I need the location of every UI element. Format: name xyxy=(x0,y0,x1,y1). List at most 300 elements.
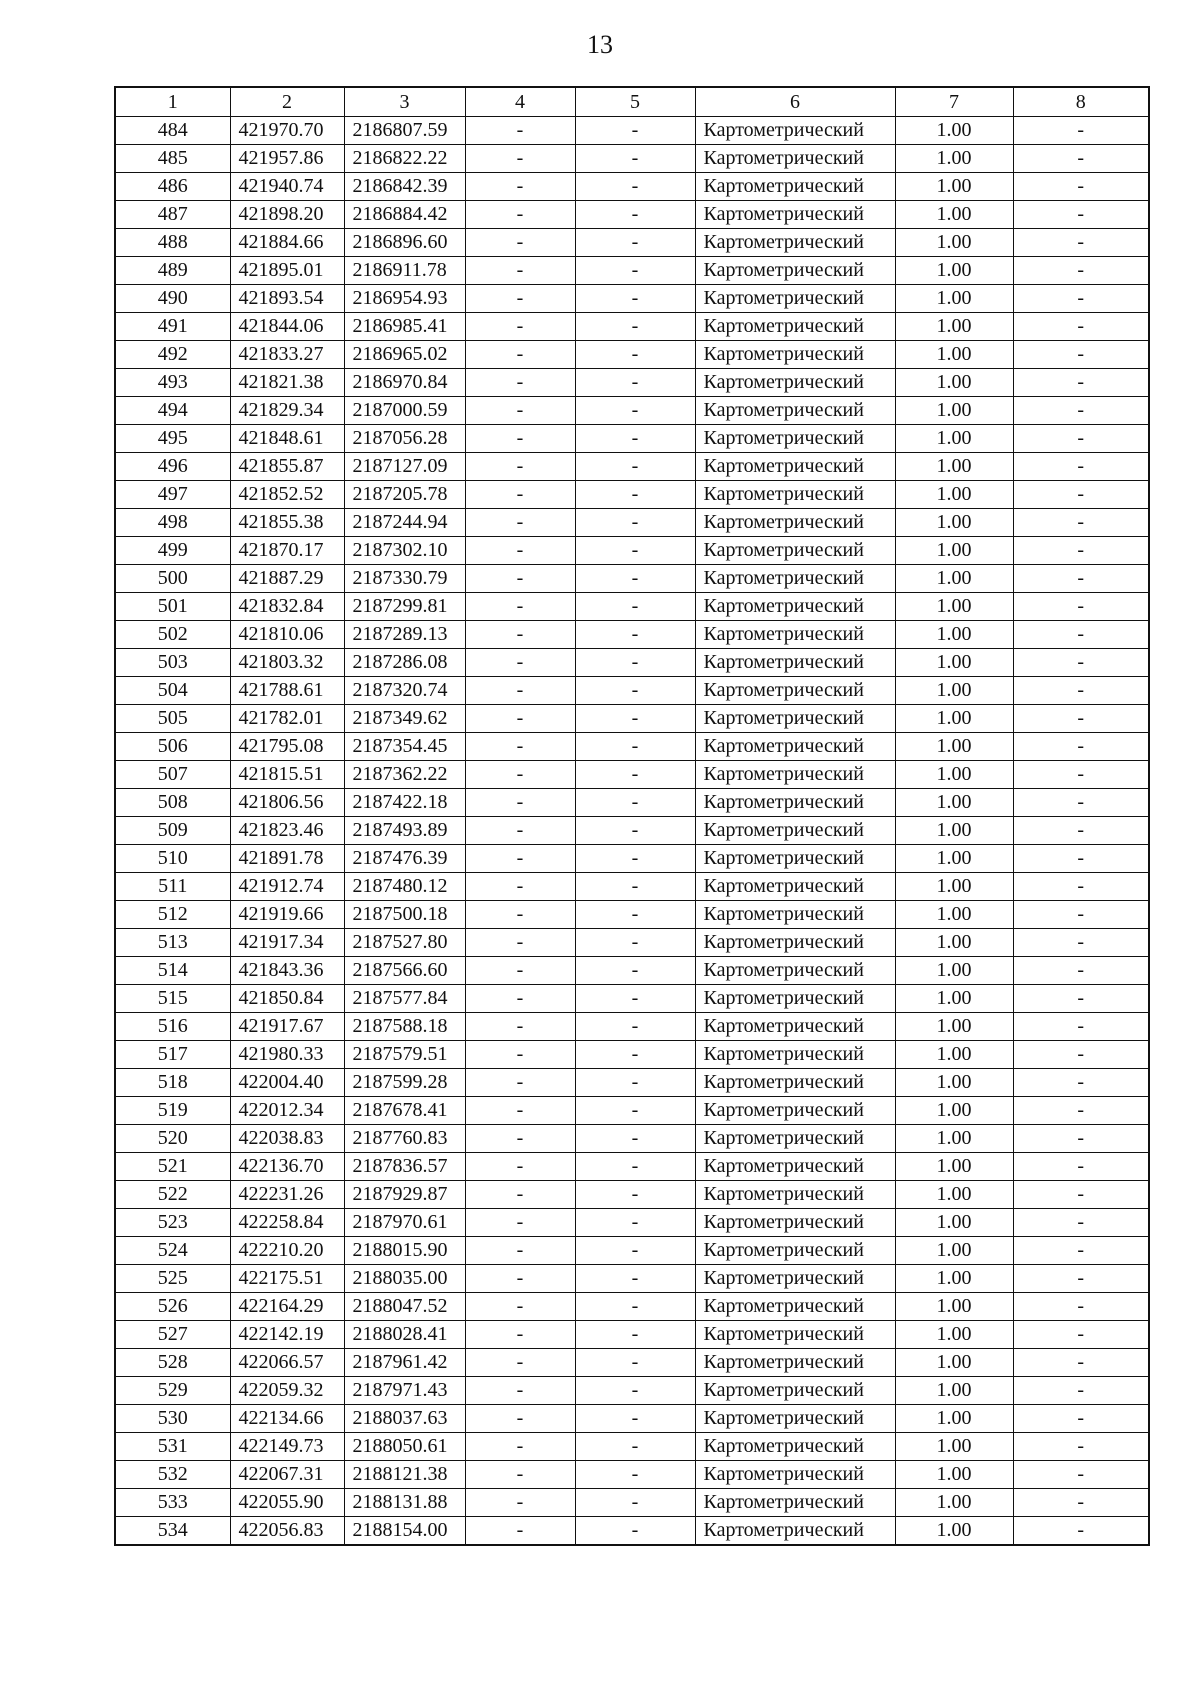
cell-y-coordinate: 2186884.42 xyxy=(344,201,465,229)
cell-accuracy: 1.00 xyxy=(895,1181,1013,1209)
cell-y-coordinate: 2187127.09 xyxy=(344,453,465,481)
cell-method: Картометрический xyxy=(695,1433,895,1461)
cell-col-5: - xyxy=(575,341,695,369)
cell-col-8: - xyxy=(1013,817,1149,845)
cell-col-8: - xyxy=(1013,313,1149,341)
cell-col-4: - xyxy=(465,145,575,173)
header-cell-7: 7 xyxy=(895,87,1013,117)
cell-accuracy: 1.00 xyxy=(895,1349,1013,1377)
cell-col-4: - xyxy=(465,1013,575,1041)
table-row xyxy=(115,1153,1149,1181)
cell-method: Картометрический xyxy=(695,257,895,285)
cell-point-number: 503 xyxy=(115,649,230,677)
cell-x-coordinate: 421810.06 xyxy=(230,621,344,649)
cell-col-8: - xyxy=(1013,509,1149,537)
cell-method: Картометрический xyxy=(695,621,895,649)
cell-col-5: - xyxy=(575,1461,695,1489)
table-row xyxy=(115,1041,1149,1069)
cell-x-coordinate: 421821.38 xyxy=(230,369,344,397)
table-row xyxy=(115,929,1149,957)
cell-x-coordinate: 421855.38 xyxy=(230,509,344,537)
cell-point-number: 499 xyxy=(115,537,230,565)
table-row xyxy=(115,229,1149,257)
cell-accuracy: 1.00 xyxy=(895,201,1013,229)
cell-point-number: 515 xyxy=(115,985,230,1013)
cell-point-number: 517 xyxy=(115,1041,230,1069)
cell-y-coordinate: 2187500.18 xyxy=(344,901,465,929)
cell-accuracy: 1.00 xyxy=(895,677,1013,705)
cell-col-5: - xyxy=(575,733,695,761)
cell-col-5: - xyxy=(575,1153,695,1181)
cell-col-5: - xyxy=(575,173,695,201)
cell-x-coordinate: 421832.84 xyxy=(230,593,344,621)
cell-col-5: - xyxy=(575,845,695,873)
cell-col-4: - xyxy=(465,509,575,537)
table-row xyxy=(115,901,1149,929)
table-row xyxy=(115,1209,1149,1237)
cell-y-coordinate: 2187286.08 xyxy=(344,649,465,677)
cell-accuracy: 1.00 xyxy=(895,285,1013,313)
cell-col-8: - xyxy=(1013,705,1149,733)
cell-col-8: - xyxy=(1013,1209,1149,1237)
cell-col-8: - xyxy=(1013,1321,1149,1349)
cell-accuracy: 1.00 xyxy=(895,117,1013,145)
cell-x-coordinate: 421870.17 xyxy=(230,537,344,565)
cell-point-number: 497 xyxy=(115,481,230,509)
cell-col-4: - xyxy=(465,621,575,649)
cell-y-coordinate: 2187056.28 xyxy=(344,425,465,453)
cell-col-4: - xyxy=(465,341,575,369)
cell-method: Картометрический xyxy=(695,481,895,509)
cell-y-coordinate: 2187599.28 xyxy=(344,1069,465,1097)
cell-col-5: - xyxy=(575,1097,695,1125)
cell-y-coordinate: 2187299.81 xyxy=(344,593,465,621)
cell-x-coordinate: 421898.20 xyxy=(230,201,344,229)
cell-col-5: - xyxy=(575,397,695,425)
cell-accuracy: 1.00 xyxy=(895,957,1013,985)
cell-accuracy: 1.00 xyxy=(895,761,1013,789)
table-row xyxy=(115,369,1149,397)
cell-y-coordinate: 2187476.39 xyxy=(344,845,465,873)
cell-col-8: - xyxy=(1013,901,1149,929)
cell-col-8: - xyxy=(1013,453,1149,481)
cell-y-coordinate: 2187929.87 xyxy=(344,1181,465,1209)
cell-col-8: - xyxy=(1013,1461,1149,1489)
cell-point-number: 533 xyxy=(115,1489,230,1517)
cell-col-5: - xyxy=(575,453,695,481)
cell-col-5: - xyxy=(575,1517,695,1546)
cell-col-5: - xyxy=(575,901,695,929)
cell-y-coordinate: 2188050.61 xyxy=(344,1433,465,1461)
cell-x-coordinate: 422067.31 xyxy=(230,1461,344,1489)
cell-accuracy: 1.00 xyxy=(895,901,1013,929)
table-row xyxy=(115,733,1149,761)
table-row xyxy=(115,1237,1149,1265)
cell-col-4: - xyxy=(465,285,575,313)
cell-accuracy: 1.00 xyxy=(895,621,1013,649)
cell-accuracy: 1.00 xyxy=(895,313,1013,341)
cell-x-coordinate: 421806.56 xyxy=(230,789,344,817)
cell-point-number: 500 xyxy=(115,565,230,593)
cell-point-number: 525 xyxy=(115,1265,230,1293)
cell-point-number: 511 xyxy=(115,873,230,901)
cell-col-4: - xyxy=(465,1265,575,1293)
cell-x-coordinate: 422210.20 xyxy=(230,1237,344,1265)
cell-col-5: - xyxy=(575,817,695,845)
table-row xyxy=(115,453,1149,481)
cell-col-5: - xyxy=(575,593,695,621)
cell-col-8: - xyxy=(1013,425,1149,453)
cell-x-coordinate: 421887.29 xyxy=(230,565,344,593)
cell-method: Картометрический xyxy=(695,873,895,901)
cell-col-8: - xyxy=(1013,1405,1149,1433)
cell-point-number: 534 xyxy=(115,1517,230,1546)
cell-method: Картометрический xyxy=(695,957,895,985)
table-row xyxy=(115,1069,1149,1097)
cell-x-coordinate: 421823.46 xyxy=(230,817,344,845)
cell-accuracy: 1.00 xyxy=(895,1153,1013,1181)
cell-col-8: - xyxy=(1013,929,1149,957)
cell-col-8: - xyxy=(1013,1013,1149,1041)
cell-col-4: - xyxy=(465,873,575,901)
cell-col-4: - xyxy=(465,1461,575,1489)
cell-y-coordinate: 2187000.59 xyxy=(344,397,465,425)
cell-accuracy: 1.00 xyxy=(895,173,1013,201)
cell-method: Картометрический xyxy=(695,1405,895,1433)
page-number: 13 xyxy=(587,30,613,59)
cell-col-5: - xyxy=(575,201,695,229)
cell-method: Картометрический xyxy=(695,1377,895,1405)
cell-x-coordinate: 422164.29 xyxy=(230,1293,344,1321)
cell-accuracy: 1.00 xyxy=(895,1097,1013,1125)
cell-col-8: - xyxy=(1013,1125,1149,1153)
cell-col-5: - xyxy=(575,1265,695,1293)
cell-method: Картометрический xyxy=(695,1321,895,1349)
cell-col-4: - xyxy=(465,1181,575,1209)
cell-y-coordinate: 2188121.38 xyxy=(344,1461,465,1489)
cell-point-number: 530 xyxy=(115,1405,230,1433)
cell-col-4: - xyxy=(465,845,575,873)
cell-x-coordinate: 422231.26 xyxy=(230,1181,344,1209)
cell-accuracy: 1.00 xyxy=(895,929,1013,957)
cell-col-5: - xyxy=(575,1293,695,1321)
cell-method: Картометрический xyxy=(695,1125,895,1153)
table-row xyxy=(115,1489,1149,1517)
table-row xyxy=(115,1461,1149,1489)
cell-col-5: - xyxy=(575,1209,695,1237)
cell-x-coordinate: 421891.78 xyxy=(230,845,344,873)
cell-col-8: - xyxy=(1013,397,1149,425)
cell-x-coordinate: 421970.70 xyxy=(230,117,344,145)
cell-col-4: - xyxy=(465,1153,575,1181)
cell-col-8: - xyxy=(1013,1153,1149,1181)
cell-col-4: - xyxy=(465,1041,575,1069)
cell-x-coordinate: 422059.32 xyxy=(230,1377,344,1405)
cell-y-coordinate: 2188037.63 xyxy=(344,1405,465,1433)
cell-col-8: - xyxy=(1013,369,1149,397)
cell-col-8: - xyxy=(1013,1433,1149,1461)
cell-col-8: - xyxy=(1013,677,1149,705)
cell-point-number: 489 xyxy=(115,257,230,285)
cell-col-4: - xyxy=(465,1069,575,1097)
cell-col-8: - xyxy=(1013,1489,1149,1517)
table-row xyxy=(115,677,1149,705)
cell-col-4: - xyxy=(465,565,575,593)
cell-method: Картометрический xyxy=(695,1265,895,1293)
cell-col-5: - xyxy=(575,761,695,789)
cell-x-coordinate: 422012.34 xyxy=(230,1097,344,1125)
cell-col-5: - xyxy=(575,1237,695,1265)
cell-x-coordinate: 421852.52 xyxy=(230,481,344,509)
cell-col-4: - xyxy=(465,1321,575,1349)
cell-point-number: 514 xyxy=(115,957,230,985)
cell-y-coordinate: 2187579.51 xyxy=(344,1041,465,1069)
cell-col-8: - xyxy=(1013,1377,1149,1405)
cell-y-coordinate: 2187760.83 xyxy=(344,1125,465,1153)
table-row xyxy=(115,145,1149,173)
cell-col-5: - xyxy=(575,257,695,285)
cell-col-4: - xyxy=(465,593,575,621)
cell-y-coordinate: 2188154.00 xyxy=(344,1517,465,1546)
cell-point-number: 527 xyxy=(115,1321,230,1349)
cell-accuracy: 1.00 xyxy=(895,845,1013,873)
cell-col-8: - xyxy=(1013,117,1149,145)
table-row xyxy=(115,1097,1149,1125)
cell-col-4: - xyxy=(465,733,575,761)
cell-point-number: 484 xyxy=(115,117,230,145)
cell-method: Картометрический xyxy=(695,341,895,369)
cell-method: Картометрический xyxy=(695,565,895,593)
cell-x-coordinate: 422038.83 xyxy=(230,1125,344,1153)
cell-accuracy: 1.00 xyxy=(895,873,1013,901)
cell-accuracy: 1.00 xyxy=(895,1293,1013,1321)
cell-col-8: - xyxy=(1013,201,1149,229)
cell-col-8: - xyxy=(1013,481,1149,509)
cell-point-number: 504 xyxy=(115,677,230,705)
header-cell-8: 8 xyxy=(1013,87,1149,117)
cell-accuracy: 1.00 xyxy=(895,985,1013,1013)
cell-point-number: 512 xyxy=(115,901,230,929)
cell-col-4: - xyxy=(465,817,575,845)
cell-accuracy: 1.00 xyxy=(895,733,1013,761)
cell-col-5: - xyxy=(575,481,695,509)
cell-point-number: 502 xyxy=(115,621,230,649)
cell-y-coordinate: 2187588.18 xyxy=(344,1013,465,1041)
cell-x-coordinate: 422142.19 xyxy=(230,1321,344,1349)
cell-col-4: - xyxy=(465,901,575,929)
cell-y-coordinate: 2187244.94 xyxy=(344,509,465,537)
table-row xyxy=(115,789,1149,817)
cell-accuracy: 1.00 xyxy=(895,1237,1013,1265)
cell-col-4: - xyxy=(465,453,575,481)
cell-col-5: - xyxy=(575,621,695,649)
table-row xyxy=(115,593,1149,621)
cell-method: Картометрический xyxy=(695,229,895,257)
cell-accuracy: 1.00 xyxy=(895,1209,1013,1237)
cell-col-8: - xyxy=(1013,593,1149,621)
cell-method: Картометрический xyxy=(695,1489,895,1517)
cell-method: Картометрический xyxy=(695,1097,895,1125)
cell-col-8: - xyxy=(1013,621,1149,649)
cell-col-4: - xyxy=(465,1517,575,1546)
cell-col-8: - xyxy=(1013,229,1149,257)
table-row xyxy=(115,397,1149,425)
cell-col-4: - xyxy=(465,705,575,733)
cell-col-8: - xyxy=(1013,341,1149,369)
cell-col-5: - xyxy=(575,929,695,957)
cell-point-number: 531 xyxy=(115,1433,230,1461)
cell-col-4: - xyxy=(465,929,575,957)
cell-method: Картометрический xyxy=(695,1517,895,1546)
cell-method: Картометрический xyxy=(695,929,895,957)
cell-col-4: - xyxy=(465,397,575,425)
table-row xyxy=(115,1405,1149,1433)
cell-col-4: - xyxy=(465,985,575,1013)
cell-x-coordinate: 421940.74 xyxy=(230,173,344,201)
cell-y-coordinate: 2187289.13 xyxy=(344,621,465,649)
cell-y-coordinate: 2186807.59 xyxy=(344,117,465,145)
cell-x-coordinate: 421919.66 xyxy=(230,901,344,929)
table-row xyxy=(115,1293,1149,1321)
cell-col-5: - xyxy=(575,565,695,593)
cell-point-number: 493 xyxy=(115,369,230,397)
cell-point-number: 506 xyxy=(115,733,230,761)
cell-col-4: - xyxy=(465,313,575,341)
cell-y-coordinate: 2186822.22 xyxy=(344,145,465,173)
cell-method: Картометрический xyxy=(695,677,895,705)
cell-point-number: 508 xyxy=(115,789,230,817)
cell-x-coordinate: 422258.84 xyxy=(230,1209,344,1237)
cell-col-8: - xyxy=(1013,649,1149,677)
cell-x-coordinate: 421815.51 xyxy=(230,761,344,789)
table-row xyxy=(115,425,1149,453)
coordinates-table xyxy=(114,86,1150,1546)
cell-col-8: - xyxy=(1013,985,1149,1013)
table-row xyxy=(115,1433,1149,1461)
cell-col-5: - xyxy=(575,705,695,733)
cell-col-8: - xyxy=(1013,1293,1149,1321)
cell-col-8: - xyxy=(1013,1041,1149,1069)
cell-method: Картометрический xyxy=(695,313,895,341)
cell-method: Картометрический xyxy=(695,1041,895,1069)
table-row xyxy=(115,985,1149,1013)
cell-accuracy: 1.00 xyxy=(895,1069,1013,1097)
cell-method: Картометрический xyxy=(695,397,895,425)
cell-col-8: - xyxy=(1013,537,1149,565)
cell-y-coordinate: 2187354.45 xyxy=(344,733,465,761)
cell-col-5: - xyxy=(575,1433,695,1461)
cell-col-5: - xyxy=(575,537,695,565)
table-row xyxy=(115,957,1149,985)
cell-col-4: - xyxy=(465,957,575,985)
table-row xyxy=(115,313,1149,341)
cell-method: Картометрический xyxy=(695,453,895,481)
header-cell-2: 2 xyxy=(230,87,344,117)
cell-col-5: - xyxy=(575,313,695,341)
cell-col-5: - xyxy=(575,649,695,677)
cell-point-number: 516 xyxy=(115,1013,230,1041)
cell-col-8: - xyxy=(1013,789,1149,817)
cell-accuracy: 1.00 xyxy=(895,705,1013,733)
cell-col-5: - xyxy=(575,145,695,173)
table-row xyxy=(115,1377,1149,1405)
cell-col-4: - xyxy=(465,257,575,285)
table-row xyxy=(115,1181,1149,1209)
cell-y-coordinate: 2186954.93 xyxy=(344,285,465,313)
cell-x-coordinate: 422134.66 xyxy=(230,1405,344,1433)
cell-col-4: - xyxy=(465,1433,575,1461)
cell-y-coordinate: 2187678.41 xyxy=(344,1097,465,1125)
cell-y-coordinate: 2187961.42 xyxy=(344,1349,465,1377)
table-row xyxy=(115,117,1149,145)
cell-x-coordinate: 421855.87 xyxy=(230,453,344,481)
cell-point-number: 494 xyxy=(115,397,230,425)
table-body xyxy=(115,87,1149,1545)
cell-y-coordinate: 2187330.79 xyxy=(344,565,465,593)
cell-point-number: 487 xyxy=(115,201,230,229)
table-header-row xyxy=(115,87,1149,117)
cell-x-coordinate: 421848.61 xyxy=(230,425,344,453)
cell-point-number: 519 xyxy=(115,1097,230,1125)
table-row xyxy=(115,341,1149,369)
cell-x-coordinate: 421917.67 xyxy=(230,1013,344,1041)
table-row xyxy=(115,285,1149,313)
cell-point-number: 496 xyxy=(115,453,230,481)
cell-col-4: - xyxy=(465,761,575,789)
table-row xyxy=(115,845,1149,873)
cell-y-coordinate: 2188131.88 xyxy=(344,1489,465,1517)
cell-x-coordinate: 421980.33 xyxy=(230,1041,344,1069)
cell-accuracy: 1.00 xyxy=(895,1433,1013,1461)
cell-col-4: - xyxy=(465,1293,575,1321)
cell-accuracy: 1.00 xyxy=(895,1013,1013,1041)
cell-point-number: 528 xyxy=(115,1349,230,1377)
cell-method: Картометрический xyxy=(695,1461,895,1489)
cell-y-coordinate: 2186965.02 xyxy=(344,341,465,369)
cell-x-coordinate: 422004.40 xyxy=(230,1069,344,1097)
cell-col-4: - xyxy=(465,1237,575,1265)
table-row xyxy=(115,817,1149,845)
cell-col-8: - xyxy=(1013,1069,1149,1097)
cell-col-4: - xyxy=(465,201,575,229)
cell-accuracy: 1.00 xyxy=(895,817,1013,845)
cell-point-number: 526 xyxy=(115,1293,230,1321)
cell-col-8: - xyxy=(1013,873,1149,901)
table-row xyxy=(115,201,1149,229)
cell-x-coordinate: 421893.54 xyxy=(230,285,344,313)
cell-col-4: - xyxy=(465,369,575,397)
cell-col-4: - xyxy=(465,425,575,453)
cell-x-coordinate: 421850.84 xyxy=(230,985,344,1013)
cell-y-coordinate: 2187566.60 xyxy=(344,957,465,985)
cell-x-coordinate: 421843.36 xyxy=(230,957,344,985)
header-cell-5: 5 xyxy=(575,87,695,117)
cell-point-number: 509 xyxy=(115,817,230,845)
cell-accuracy: 1.00 xyxy=(895,1461,1013,1489)
cell-x-coordinate: 422066.57 xyxy=(230,1349,344,1377)
cell-col-8: - xyxy=(1013,1237,1149,1265)
cell-method: Картометрический xyxy=(695,593,895,621)
cell-point-number: 492 xyxy=(115,341,230,369)
cell-col-8: - xyxy=(1013,1181,1149,1209)
cell-accuracy: 1.00 xyxy=(895,229,1013,257)
cell-y-coordinate: 2187205.78 xyxy=(344,481,465,509)
table-row xyxy=(115,1517,1149,1546)
cell-method: Картометрический xyxy=(695,649,895,677)
cell-x-coordinate: 421782.01 xyxy=(230,705,344,733)
cell-col-4: - xyxy=(465,1489,575,1517)
cell-y-coordinate: 2186911.78 xyxy=(344,257,465,285)
